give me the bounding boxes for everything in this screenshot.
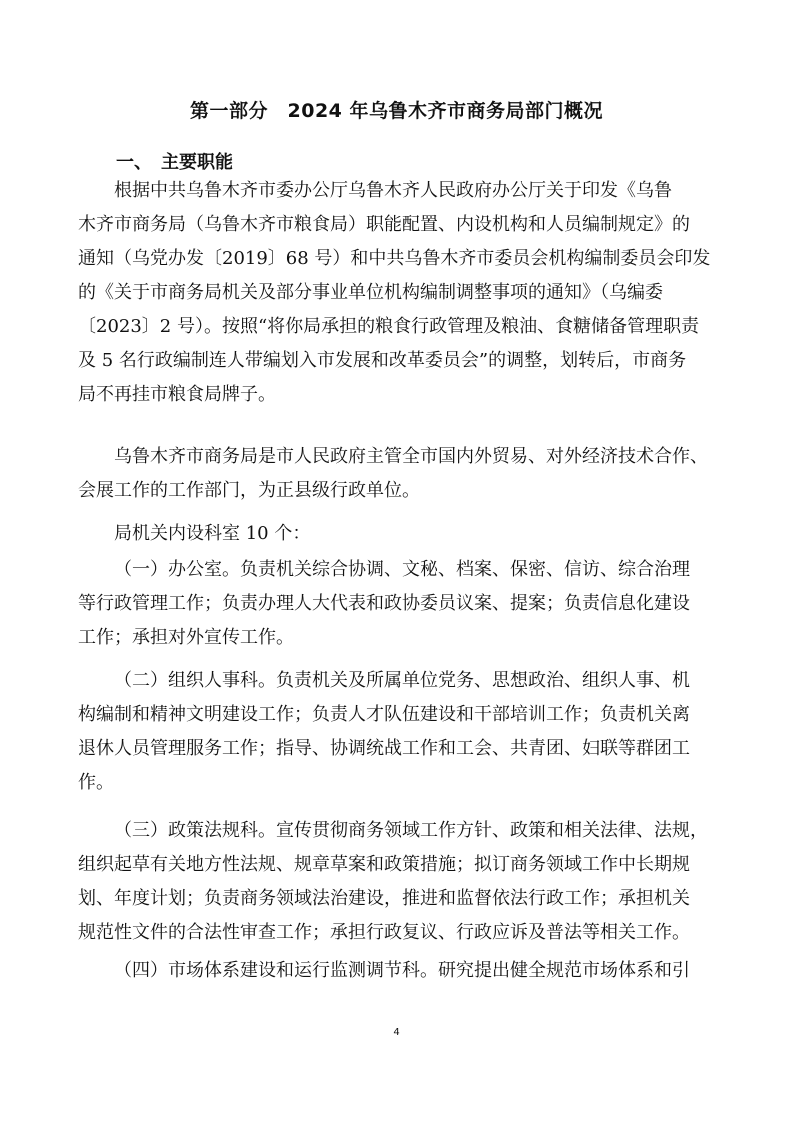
text-line: 等行政管理工作；负责办理人大代表和政协委员议案、提案；负责信息化建设 [78,593,690,614]
text-line: 退休人员管理服务工作；指导、协调统战工作和工会、共青团、妇联等群团工 [78,738,690,759]
text-line: （二）组织人事科。负责机关及所属单位党务、思想政治、组织人事、机 [114,670,690,691]
text-line: （四）市场体系建设和运行监测调节科。研究提出健全规范市场体系和引 [114,960,690,981]
paragraph-personnel [78,664,718,800]
page-number: 4 [393,1027,400,1038]
paragraph-bureau-description [78,440,718,508]
paragraph-office [78,553,718,655]
paragraph-departments-count [78,517,718,551]
text-line: 构编制和精神文明建设工作；负责人才队伍建设和干部培训工作；负责机关离 [78,704,690,725]
text-line: 〔2023〕2 号）。按照“将你局承担的粮食行政管理及粮油、食糖储备管理职责 [78,316,700,337]
text-line: 作。 [78,772,114,793]
paragraph-market-system [78,954,718,988]
text-line: 的《关于市商务局机关及部分事业单位机构编制调整事项的通知》（乌编委 [78,282,663,303]
text-line: （一）办公室。负责机关综合协调、文秘、档案、保密、信访、综合治理 [114,559,690,580]
text-line: 根据中共乌鲁木齐市委办公厅乌鲁木齐人民政府办公厅关于印发《乌鲁 [114,180,672,201]
text-line: 局机关内设科室 10 个： [114,523,311,544]
text-line: 木齐市商务局（乌鲁木齐市粮食局）职能配置、内设机构和人员编制规定》的 [78,214,690,235]
page-title: 第一部分 2024 年乌鲁木齐市商务局部门概况 [190,100,603,122]
text-line: 规范性文件的合法性审查工作；承担行政复议、行政应诉及普法等相关工作。 [78,922,690,943]
text-line: 乌鲁木齐市商务局是市人民政府主管全市国内外贸易、对外经济技术合作、 [114,446,708,467]
text-line: 局不再挂市粮食局牌子。 [78,384,276,405]
text-line: 组织起草有关地方性法规、规章草案和政策措施；拟订商务领域工作中长期规 [78,854,690,875]
paragraph-legal-basis [78,174,718,412]
text-line: 会展工作的工作部门，为正县级行政单位。 [78,480,420,501]
text-line: 工作；承担对外宣传工作。 [78,627,294,648]
paragraph-policy-regulations [78,814,718,950]
text-line: （三）政策法规科。宣传贯彻商务领域工作方针、政策和相关法律、法规， [114,820,708,841]
section-heading: 一、 主要职能 [116,152,233,173]
text-line: 及 5 名行政编制连人带编划入市发展和改革委员会”的调整，划转后，市商务 [78,350,687,371]
text-line: 划、年度计划；负责商务领域法治建设，推进和监督依法行政工作；承担机关 [78,888,690,909]
text-line: 通知（乌党办发〔2019〕68 号）和中共乌鲁木齐市委员会机构编制委员会印发 [78,248,711,269]
